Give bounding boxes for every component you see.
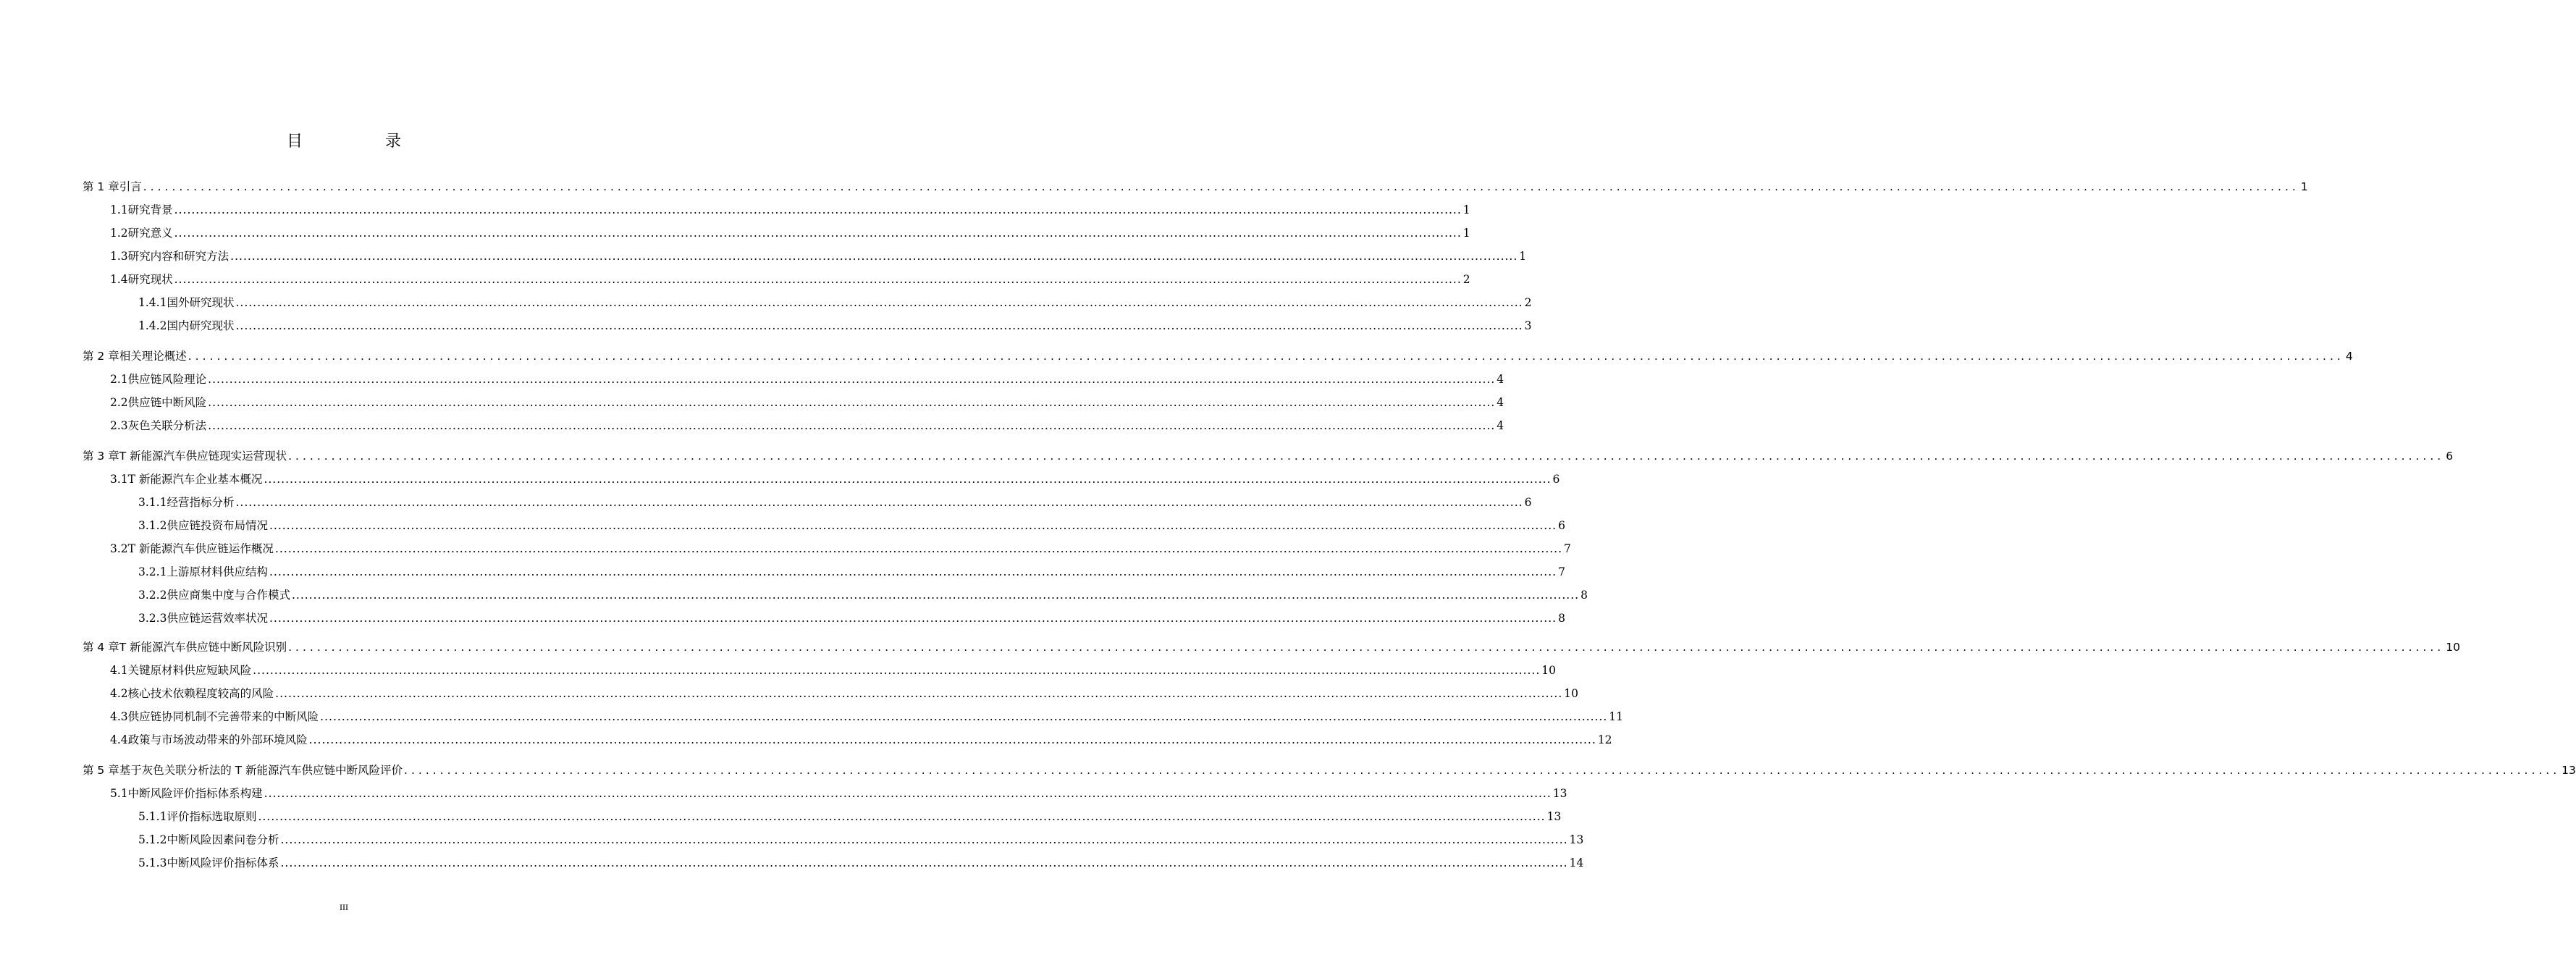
toc-page-number: 10 xyxy=(1564,687,1579,700)
toc-entry-number: 1.2 xyxy=(110,227,128,240)
toc-page-number: 1 xyxy=(2300,180,2308,193)
toc-dot-leader: ............................................................................................................................................................................................................................................................................................................ xyxy=(253,664,1541,677)
toc-subsection-entry[interactable] xyxy=(138,610,1565,627)
toc-dot-leader: ............................................................................................................................................................................................................................................................................................................ xyxy=(230,250,1518,263)
toc-entry-title: 供应链中断风险 xyxy=(127,396,207,409)
toc-entry-title: 评价指标选取原则 xyxy=(167,810,257,823)
toc-page-number: 10 xyxy=(1541,664,1557,677)
toc-entry-number: 5.1.3 xyxy=(138,856,167,869)
toc-section-entry[interactable] xyxy=(110,708,1624,725)
toc-page-number: 6 xyxy=(1524,496,1532,509)
toc-page-number: 11 xyxy=(1609,710,1624,723)
toc-page-number: 8 xyxy=(1558,612,1565,625)
toc-dot-leader: ............................................................................................................................................................................................................................................................................................................ xyxy=(258,810,1546,823)
toc-dot-leader: ............................................................................................................................................................................................................................................................................................................ xyxy=(208,396,1496,409)
toc-entry-title: 供应链投资布局情况 xyxy=(167,519,268,532)
toc-page-number: 8 xyxy=(1580,589,1588,602)
toc-page-number: 10 xyxy=(2446,641,2460,654)
toc-page-number: 3 xyxy=(1524,319,1532,332)
toc-section-entry[interactable] xyxy=(110,417,1504,434)
toc-subsection-entry[interactable] xyxy=(138,808,1562,825)
toc-page-number: 13 xyxy=(1546,810,1562,823)
toc-entry-number: 3.2.3 xyxy=(138,612,167,625)
toc-section-entry[interactable] xyxy=(110,662,1557,679)
toc-entry-title: 国内研究现状 xyxy=(167,319,235,332)
page-title: 目 录 xyxy=(286,132,434,151)
toc-dot-leader: ............................................................................................................................................................................................................................................................................................................ xyxy=(143,180,2299,193)
toc-dot-leader: ............................................................................................................................................................................................................................................................................................................ xyxy=(174,273,1462,286)
toc-page-number: 6 xyxy=(1552,473,1560,486)
toc-section-entry[interactable] xyxy=(110,785,1567,802)
toc-entry-title: 中断风险因素问卷分析 xyxy=(167,833,279,846)
toc-dot-leader: ............................................................................................................................................................................................................................................................................................................ xyxy=(174,227,1462,240)
toc-subsection-entry[interactable] xyxy=(138,563,1565,581)
toc-subsection-entry[interactable] xyxy=(138,294,1532,311)
toc-entry-number: 第 2 章 xyxy=(83,350,119,363)
toc-subsection-entry[interactable] xyxy=(138,517,1565,534)
toc-page-number: 7 xyxy=(1564,542,1571,555)
toc-entry-number: 1.4.2 xyxy=(138,319,167,332)
toc-section-entry[interactable] xyxy=(110,540,1571,557)
toc-entry-number: 1.3 xyxy=(110,250,128,263)
toc-entry-title: 供应链协同机制不完善带来的中断风险 xyxy=(127,710,319,723)
toc-entry-number: 3.2 xyxy=(110,542,128,555)
toc-page-number: 2 xyxy=(1524,296,1532,309)
toc-dot-leader: ............................................................................................................................................................................................................................................................................................................ xyxy=(288,450,2445,463)
toc-entry-title: T 新能源汽车供应链现实运营现状 xyxy=(119,450,287,463)
toc-subsection-entry[interactable] xyxy=(138,586,1588,604)
toc-dot-leader: ............................................................................................................................................................................................................................................................................................................ xyxy=(235,496,1523,509)
toc-page-number: 6 xyxy=(1558,519,1565,532)
toc-entry-number: 2.3 xyxy=(110,419,128,432)
toc-chapter-entry[interactable] xyxy=(83,447,2454,465)
toc-section-entry[interactable] xyxy=(110,731,1612,749)
toc-entry-title: 研究意义 xyxy=(127,227,173,240)
toc-dot-leader: ............................................................................................................................................................................................................................................................................................................ xyxy=(280,856,1568,869)
toc-section-entry[interactable] xyxy=(110,371,1504,388)
toc-entry-title: 国外研究现状 xyxy=(167,296,235,309)
toc-dot-leader: ............................................................................................................................................................................................................................................................................................................ xyxy=(235,319,1523,332)
toc-entry-number: 5.1 xyxy=(110,787,128,800)
toc-chapter-entry[interactable] xyxy=(83,348,2353,365)
toc-subsection-entry[interactable] xyxy=(138,854,1584,872)
toc-entry-title: 引言 xyxy=(119,180,142,193)
toc-entry-number: 4.4 xyxy=(110,733,128,746)
toc-page-number: 2 xyxy=(1462,273,1470,286)
toc-entry-number: 1.4 xyxy=(110,273,128,286)
toc-section-entry[interactable] xyxy=(110,224,1470,242)
toc-dot-leader: ............................................................................................................................................................................................................................................................................................................ xyxy=(404,764,2561,777)
toc-subsection-entry[interactable] xyxy=(138,494,1532,511)
toc-dot-leader: ............................................................................................................................................................................................................................................................................................................ xyxy=(320,710,1608,723)
toc-entry-title: 中断风险评价指标体系 xyxy=(167,856,279,869)
toc-entry-number: 第 4 章 xyxy=(83,641,119,654)
toc-entry-title: 研究背景 xyxy=(127,203,173,216)
toc-entry-title: 供应商集中度与合作模式 xyxy=(167,589,290,602)
toc-entry-number: 5.1.2 xyxy=(138,833,167,846)
toc-dot-leader: ............................................................................................................................................................................................................................................................................................................ xyxy=(188,350,2344,363)
toc-page-number: 12 xyxy=(1597,733,1612,746)
toc-entry-title: 中断风险评价指标体系构建 xyxy=(127,787,263,800)
toc-entry-title: T 新能源汽车供应链中断风险识别 xyxy=(119,641,287,654)
toc-entry-title: 研究内容和研究方法 xyxy=(127,250,230,263)
toc-page-number: 13 xyxy=(1552,787,1567,800)
toc-dot-leader: ............................................................................................................................................................................................................................................................................................................ xyxy=(208,373,1496,386)
toc-entry-title: 研究现状 xyxy=(127,273,173,286)
toc-entry-number: 2.1 xyxy=(110,373,128,386)
toc-entry-number: 1.4.1 xyxy=(138,296,167,309)
toc-section-entry[interactable] xyxy=(110,201,1470,219)
toc-dot-leader: ............................................................................................................................................................................................................................................................................................................ xyxy=(269,565,1557,578)
toc-dot-leader: ............................................................................................................................................................................................................................................................................................................ xyxy=(275,687,1563,700)
toc-entry-number: 4.2 xyxy=(110,687,128,700)
toc-page-number: 7 xyxy=(1558,565,1565,578)
toc-entry-number: 第 3 章 xyxy=(83,450,119,463)
toc-page-number: 6 xyxy=(2446,450,2454,463)
toc-dot-leader: ............................................................................................................................................................................................................................................................................................................ xyxy=(235,296,1523,309)
toc-chapter-entry[interactable] xyxy=(83,178,2308,195)
toc-entry-number: 3.2.1 xyxy=(138,565,167,578)
toc-entry-title: 关键原材料供应短缺风险 xyxy=(127,664,252,677)
toc-entry-number: 3.1 xyxy=(110,473,128,486)
toc-entry-number: 第 5 章 xyxy=(83,764,119,777)
toc-entry-title: 经营指标分析 xyxy=(167,496,235,509)
toc-dot-leader: ............................................................................................................................................................................................................................................................................................................ xyxy=(269,612,1557,625)
toc-page-number: 1 xyxy=(1462,203,1470,216)
toc-entry-title: 供应链风险理论 xyxy=(127,373,207,386)
toc-page-number: 1 xyxy=(1462,227,1470,240)
toc-section-entry[interactable] xyxy=(110,471,1560,488)
toc-entry-title: 相关理论概述 xyxy=(119,350,187,363)
toc-entry-title: 基于灰色关联分析法的 T 新能源汽车供应链中断风险评价 xyxy=(119,764,403,777)
toc-page-number: 14 xyxy=(1569,856,1584,869)
toc-entry-title: T 新能源汽车企业基本概况 xyxy=(127,473,263,486)
toc-chapter-entry[interactable] xyxy=(83,762,2576,779)
toc-entry-title: 灰色关联分析法 xyxy=(127,419,207,432)
toc-entry-number: 3.1.1 xyxy=(138,496,167,509)
toc-entry-number: 2.2 xyxy=(110,396,128,409)
toc-entry-number: 4.3 xyxy=(110,710,128,723)
toc-page-number: 13 xyxy=(1569,833,1584,846)
toc-dot-leader: ............................................................................................................................................................................................................................................................................................................ xyxy=(264,787,1552,800)
toc-page-number: 13 xyxy=(2562,764,2576,777)
toc-dot-leader: ............................................................................................................................................................................................................................................................................................................ xyxy=(208,419,1496,432)
toc-entry-title: 上游原材料供应结构 xyxy=(167,565,268,578)
toc-entry-number: 5.1.1 xyxy=(138,810,167,823)
toc-page-number: 4 xyxy=(2345,350,2353,363)
toc-entry-title: 供应链运营效率状况 xyxy=(167,612,268,625)
toc-dot-leader: ............................................................................................................................................................................................................................................................................................................ xyxy=(308,733,1596,746)
toc-dot-leader: ............................................................................................................................................................................................................................................................................................................ xyxy=(274,542,1563,555)
toc-section-entry[interactable] xyxy=(110,394,1504,411)
toc-section-entry[interactable] xyxy=(110,685,1579,702)
toc-entry-number: 1.1 xyxy=(110,203,128,216)
toc-page-number: 4 xyxy=(1497,419,1504,432)
toc-dot-leader: ............................................................................................................................................................................................................................................................................................................ xyxy=(264,473,1552,486)
page-number-footer: III xyxy=(340,902,348,912)
toc-entry-number: 3.1.2 xyxy=(138,519,167,532)
toc-entry-number: 3.2.2 xyxy=(138,589,167,602)
toc-page-number: 1 xyxy=(1519,250,1527,263)
toc-subsection-entry[interactable] xyxy=(138,317,1532,334)
toc-section-entry[interactable] xyxy=(110,271,1470,288)
toc-entry-number: 第 1 章 xyxy=(83,180,119,193)
toc-page-number: 4 xyxy=(1497,373,1504,386)
toc-chapter-entry[interactable] xyxy=(83,639,2460,656)
toc-dot-leader: ............................................................................................................................................................................................................................................................................................................ xyxy=(280,833,1568,846)
toc-page-number: 4 xyxy=(1497,396,1504,409)
toc-section-entry[interactable] xyxy=(110,248,1527,265)
toc-entry-title: T 新能源汽车供应链运作概况 xyxy=(127,542,274,555)
toc-dot-leader: ............................................................................................................................................................................................................................................................................................................ xyxy=(288,641,2445,654)
toc-entry-title: 核心技术依赖程度较高的风险 xyxy=(127,687,274,700)
toc-subsection-entry[interactable] xyxy=(138,831,1584,848)
toc-entry-number: 4.1 xyxy=(110,664,128,677)
toc-dot-leader: ............................................................................................................................................................................................................................................................................................................ xyxy=(269,519,1557,532)
toc-dot-leader: ............................................................................................................................................................................................................................................................................................................ xyxy=(174,203,1462,216)
toc-entry-title: 政策与市场波动带来的外部环境风险 xyxy=(127,733,308,746)
toc-dot-leader: ............................................................................................................................................................................................................................................................................................................ xyxy=(291,589,1580,602)
